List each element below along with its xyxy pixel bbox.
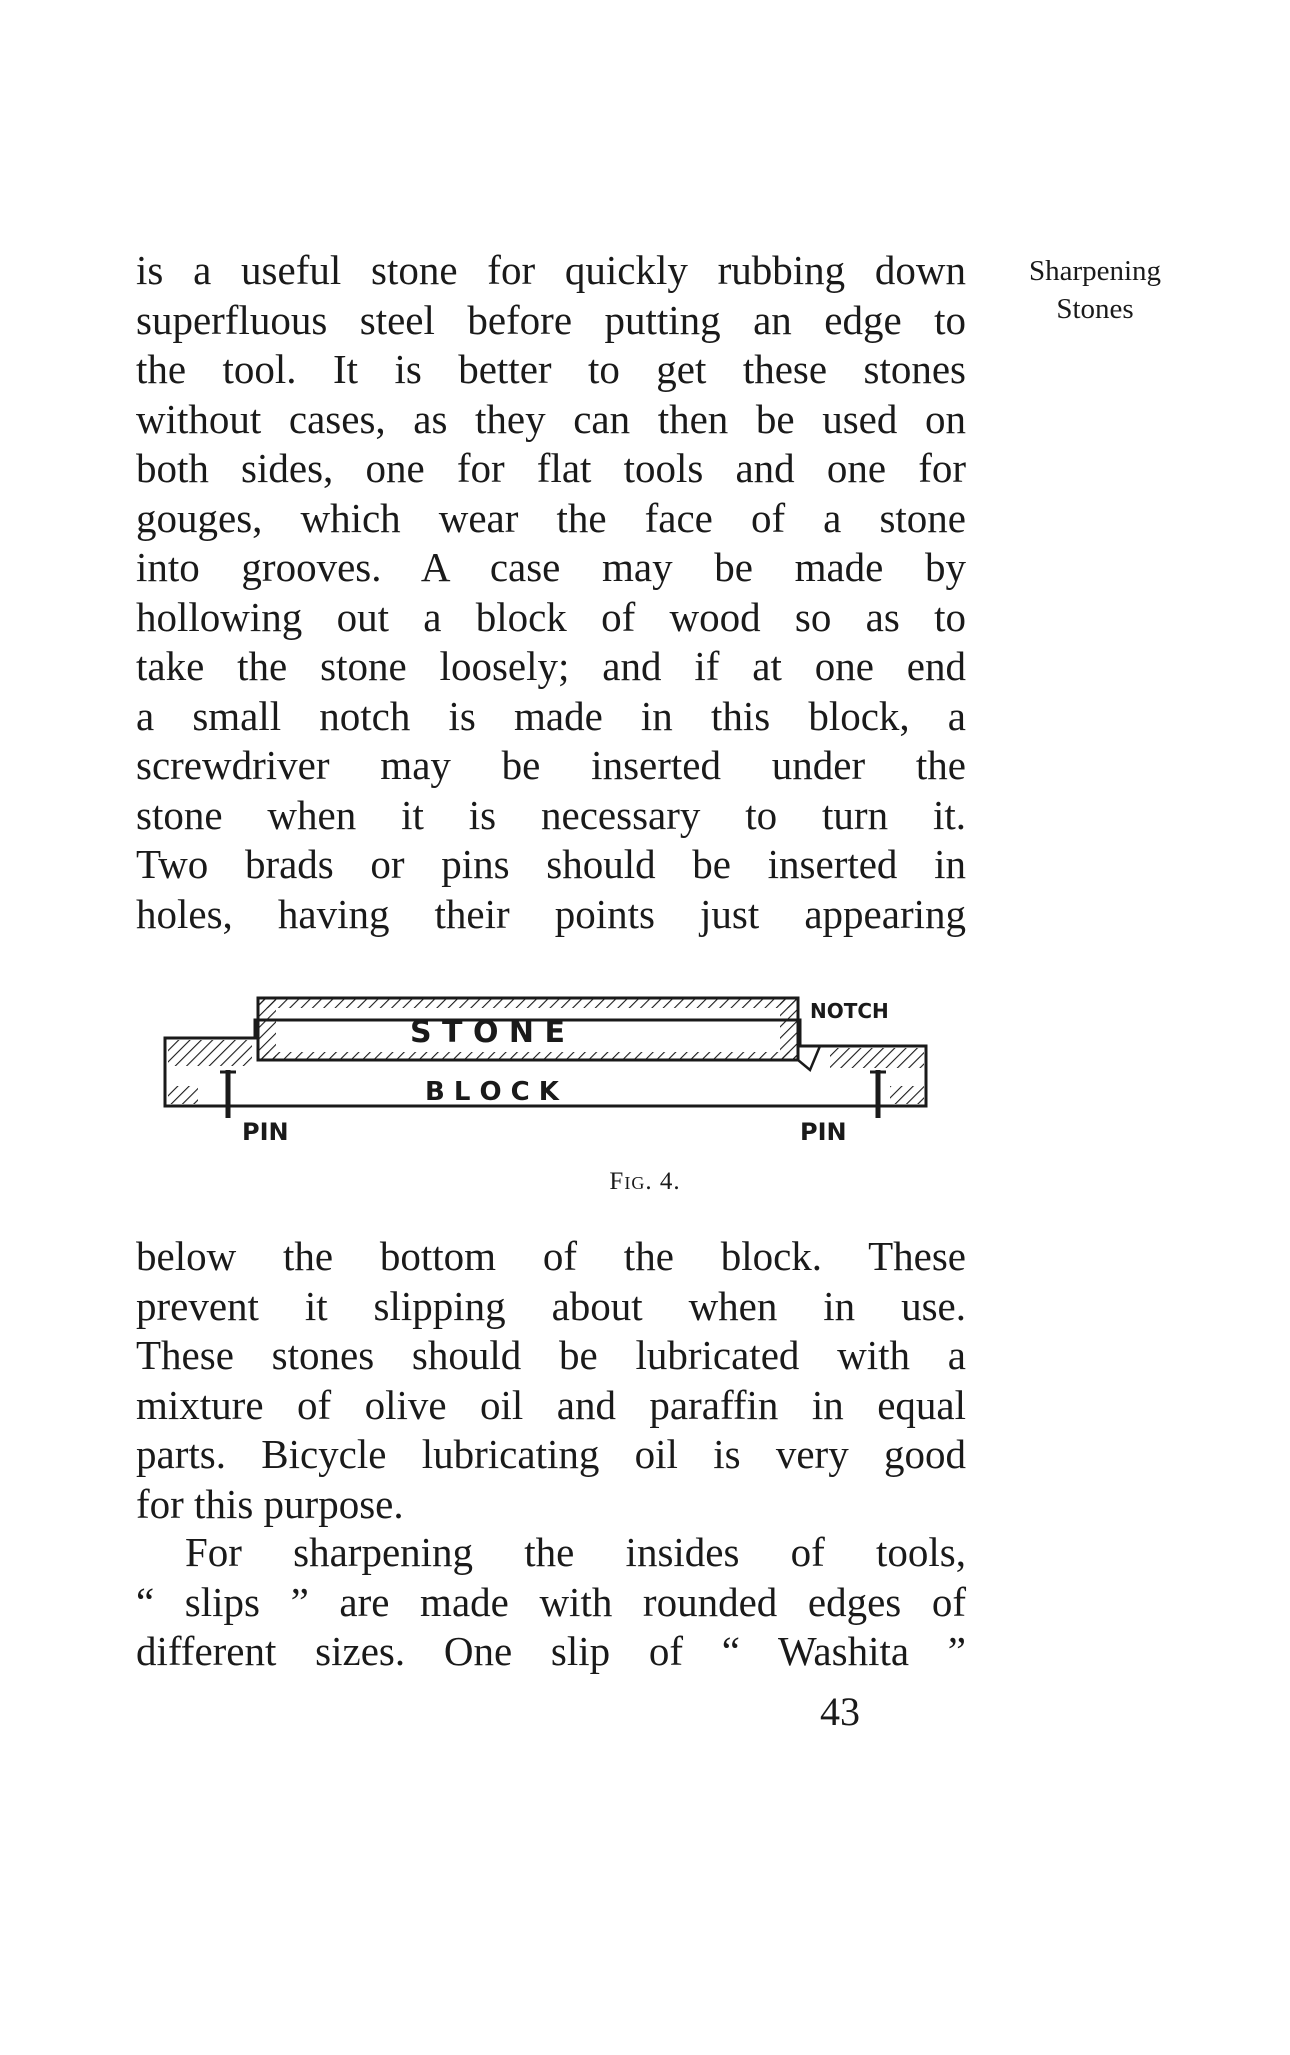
paragraph-bottom-2 bbox=[136, 1528, 966, 1677]
label-notch: NOTCH bbox=[810, 999, 889, 1023]
figure-stone-block-diagram bbox=[160, 990, 960, 1160]
text-line: screwdriver may be inserted under the bbox=[136, 742, 966, 788]
margin-note bbox=[990, 252, 1200, 328]
notch-shape bbox=[798, 1046, 820, 1070]
pin-left bbox=[220, 1070, 236, 1118]
text-line: different sizes. One slip of “ Washita ” bbox=[136, 1628, 966, 1674]
label-block: B L O C K bbox=[425, 1077, 559, 1107]
text-line: prevent it slipping about when in use. bbox=[136, 1282, 966, 1329]
label-stone: S T O N E bbox=[410, 1015, 565, 1050]
margin-note-line-2: Stones bbox=[1056, 293, 1134, 325]
text-line: a small notch is made in this block, a bbox=[136, 692, 966, 739]
pin-right bbox=[870, 1070, 886, 1118]
text-line: For sharpening the insides of tools, bbox=[185, 1529, 966, 1575]
text-line: hollowing out a block of wood so as to bbox=[136, 593, 966, 640]
text-line: into grooves. A case may be made by bbox=[136, 544, 966, 590]
figure-caption: Fig. 4. bbox=[609, 1168, 681, 1195]
text-line: parts. Bicycle lubricating oil is very good bbox=[136, 1431, 966, 1477]
text-line: Two brads or pins should be inserted in bbox=[136, 841, 966, 887]
text-line: without cases, as they can then be used on bbox=[136, 395, 966, 442]
text-line: stone when it is necessary to turn it. bbox=[136, 791, 966, 838]
text-line: holes, having their points just appearing bbox=[136, 890, 966, 937]
text-line: gouges, which wear the face of a stone bbox=[136, 494, 966, 541]
text-line: “ slips ” are made with rounded edges of bbox=[136, 1578, 966, 1625]
paragraph-top bbox=[136, 246, 966, 939]
margin-note-line-1: Sharpening bbox=[1028, 255, 1162, 287]
text-line: These stones should be lubricated with a bbox=[136, 1332, 966, 1378]
text-line: take the stone loosely; and if at one end bbox=[136, 643, 966, 689]
text-line: for this purpose. bbox=[136, 1480, 404, 1527]
label-pin-right: PIN bbox=[800, 1118, 847, 1146]
text-line: is a useful stone for quickly rubbing down bbox=[136, 247, 966, 293]
text-line: superfluous steel before putting an edge to bbox=[136, 296, 966, 343]
text-line: below the bottom of the block. These bbox=[136, 1233, 966, 1279]
text-line: the tool. It is better to get these stones bbox=[136, 346, 966, 392]
label-pin-left: PIN bbox=[242, 1118, 289, 1146]
page-number: 43 bbox=[820, 1689, 860, 1734]
text-line: mixture of olive oil and paraffin in equal bbox=[136, 1381, 966, 1428]
text-line: both sides, one for flat tools and one for bbox=[136, 445, 966, 491]
paragraph-bottom-1 bbox=[136, 1232, 966, 1529]
